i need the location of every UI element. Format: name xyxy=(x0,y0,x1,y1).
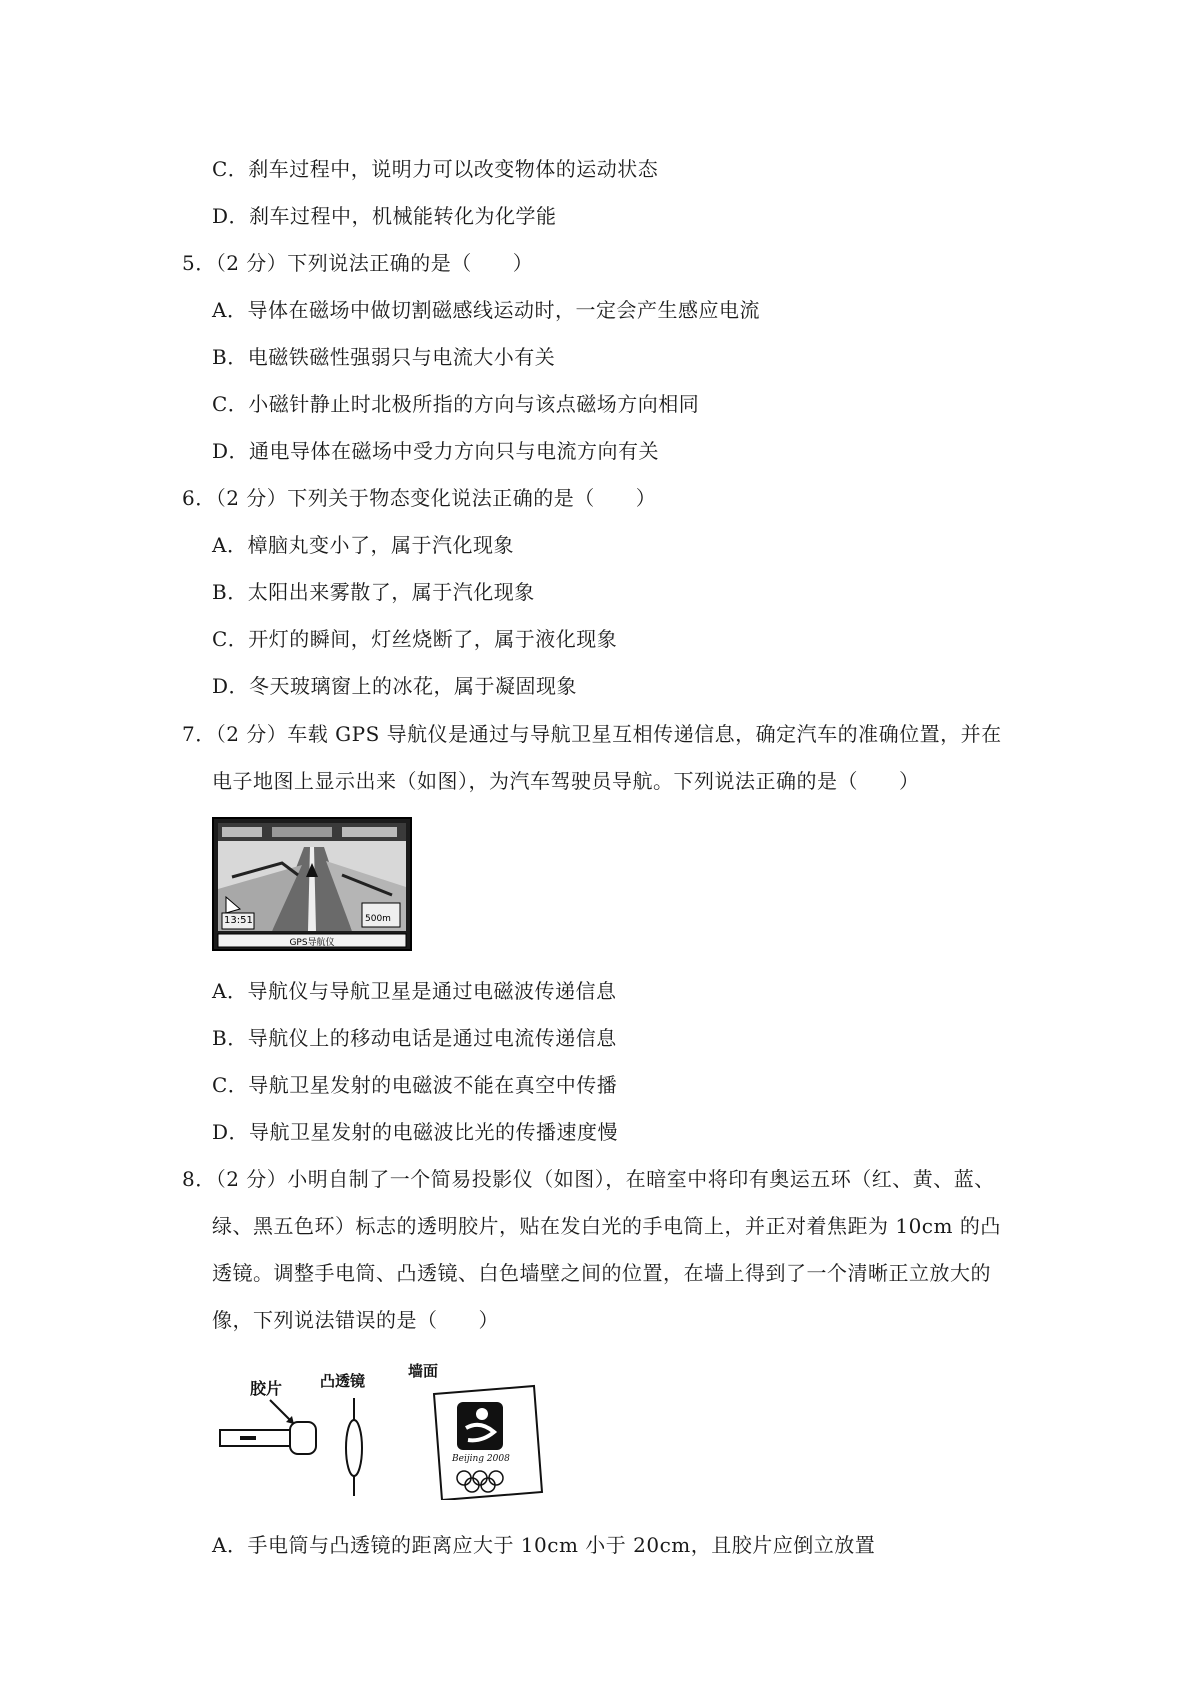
q8-option-a: A．手电筒与凸透镜的距离应大于 10cm 小于 20cm，且胶片应倒立放置 xyxy=(212,1533,876,1557)
q8-stem-line3: 透镜。调整手电筒、凸透镜、白色墙壁之间的位置，在墙上得到了一个清晰正立放大的 xyxy=(212,1261,991,1285)
q7-stem-line2: 电子地图上显示出来（如图），为汽车驾驶员导航。下列说法正确的是（ ） xyxy=(212,769,920,793)
gps-navigator-illustration xyxy=(212,817,412,951)
gps-distance-readout: 500m xyxy=(365,914,391,924)
q5-stem: 5．（2 分）下列说法正确的是（ ） xyxy=(182,251,534,275)
q8-stem-line2: 绿、黑五色环）标志的透明胶片，贴在发白光的手电筒上，并正对着焦距为 10cm 的凸 xyxy=(212,1214,1001,1238)
q6-option-c: C．开灯的瞬间，灯丝烧断了，属于液化现象 xyxy=(212,627,618,651)
label-lens: 凸透镜 xyxy=(320,1372,366,1390)
q5-option-c: C．小磁针静止时北极所指的方向与该点磁场方向相同 xyxy=(212,392,700,416)
q7-stem-line1: 7．（2 分）车载 GPS 导航仪是通过与导航卫星互相传递信息，确定汽车的准确位置，并在 xyxy=(182,722,1002,746)
label-wall: 墙面 xyxy=(408,1362,439,1380)
label-film: 胶片 xyxy=(250,1379,283,1398)
q8-stem-line1: 8．（2 分）小明自制了一个简易投影仪（如图），在暗室中将印有奥运五环（红、黄、蓝、 xyxy=(182,1167,995,1191)
projector-figure xyxy=(212,1350,552,1500)
q7-option-b: B．导航仪上的移动电话是通过电流传递信息 xyxy=(212,1026,617,1050)
q7-option-d: D．导航卫星发射的电磁波比光的传播速度慢 xyxy=(212,1120,619,1144)
q4-option-c: C．刹车过程中，说明力可以改变物体的运动状态 xyxy=(212,157,659,181)
q6-stem: 6．（2 分）下列关于物态变化说法正确的是（ ） xyxy=(182,486,657,510)
projector-illustration xyxy=(212,1350,552,1500)
q6-option-a: A．樟脑丸变小了，属于汽化现象 xyxy=(212,533,514,557)
q5-option-a: A．导体在磁场中做切割磁感线运动时，一定会产生感应电流 xyxy=(212,298,760,322)
q6-option-b: B．太阳出来雾散了，属于汽化现象 xyxy=(212,580,535,604)
gps-figure-caption: GPS导航仪 xyxy=(289,938,335,948)
q5-option-d: D．通电导体在磁场中受力方向只与电流方向有关 xyxy=(212,439,660,463)
gps-navigator-figure xyxy=(212,817,412,951)
q8-stem-line4: 像，下列说法错误的是（ ） xyxy=(212,1308,499,1332)
gps-time-readout: 13:51 xyxy=(224,915,253,926)
logo-text: Beijing 2008 xyxy=(452,1454,510,1464)
q6-option-d: D．冬天玻璃窗上的冰花，属于凝固现象 xyxy=(212,674,578,698)
q5-option-b: B．电磁铁磁性强弱只与电流大小有关 xyxy=(212,345,556,369)
q4-option-d: D．刹车过程中，机械能转化为化学能 xyxy=(212,204,557,228)
q7-option-a: A．导航仪与导航卫星是通过电磁波传递信息 xyxy=(212,979,617,1003)
q7-option-c: C．导航卫星发射的电磁波不能在真空中传播 xyxy=(212,1073,618,1097)
